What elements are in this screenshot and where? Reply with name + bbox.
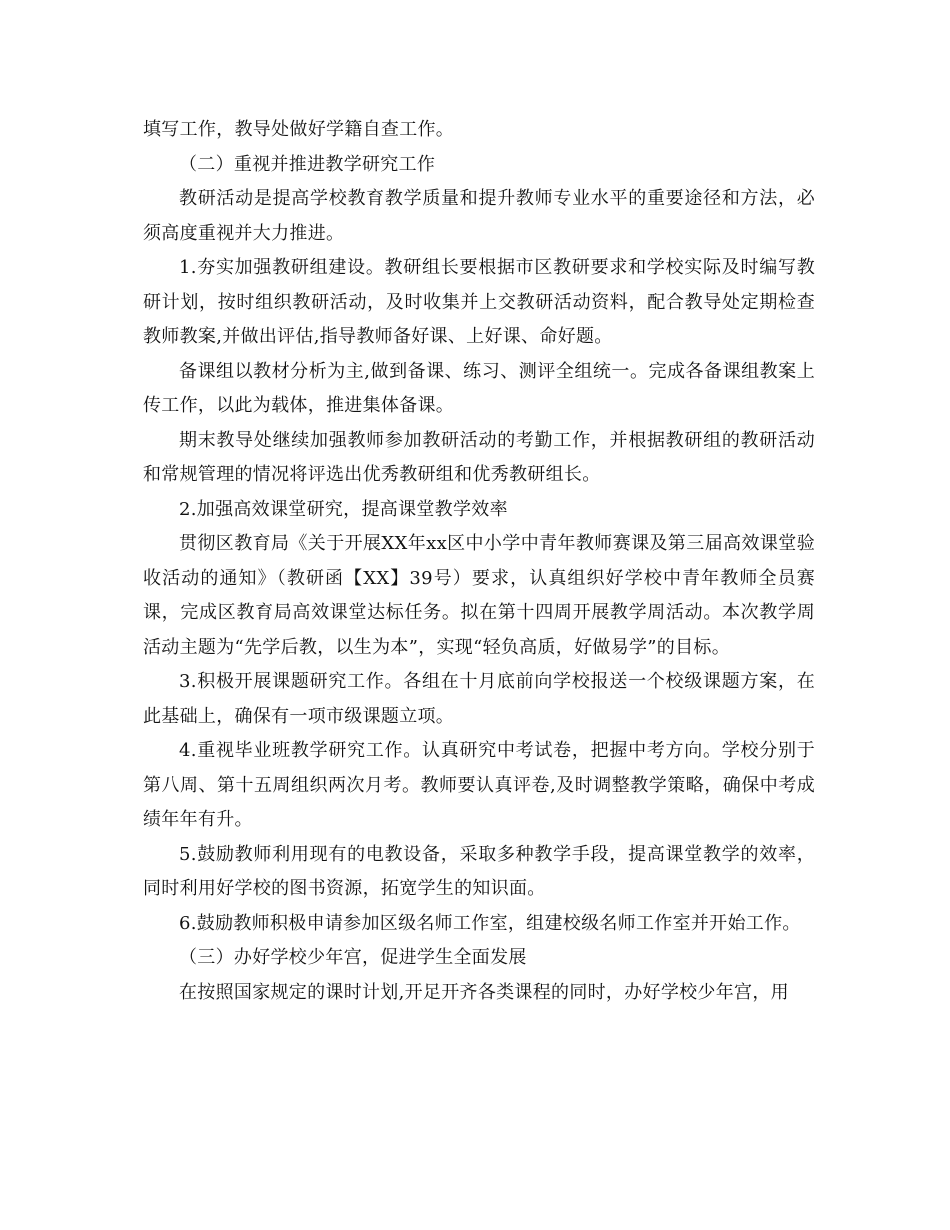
- paragraph: 在按照国家规定的课时计划,开足开齐各类课程的同时，办好学校少年宫，用: [179, 981, 789, 1003]
- paragraph: 期末教导处继续加强教师参加教研活动的考勤工作，并根据教研组的教研活动和常规管理的情况将评选出优秀教研组和优秀教研组长。: [143, 429, 815, 485]
- paragraph: 贯彻区教育局《关于开展XX年xx区中小学中青年教师赛课及第三届高效课堂验收活动的通知》（教研函【XX】39号）要求，认真组织好学校中青年教师全员赛课，完成区教育局高效课堂达标任务。拟在第十四周开展教学周活动。本次教学周活动主题为“先学后教，以生为本”，实现“轻负高质，好做易学”的目标。: [143, 533, 815, 658]
- list-item-6: 6.鼓励教师积极申请参加区级名师工作室，组建校级名师工作室并开始工作。: [179, 912, 801, 934]
- list-item-4: 4.重视毕业班教学研究工作。认真研究中考试卷，把握中考方向。学校分别于第八周、第十五周组织两次月考。教师要认真评卷,及时调整教学策略，确保中考成绩年年有升。: [143, 740, 815, 830]
- paragraph: 教研活动是提高学校教育教学质量和提升教师专业水平的重要途径和方法，必须高度重视并大力推进。: [143, 188, 815, 244]
- list-item-3: 3.积极开展课题研究工作。各组在十月底前向学校报送一个校级课题方案，在此基础上，确保有一项市级课题立项。: [143, 671, 815, 727]
- paragraph-continuation: 填写工作，教导处做好学籍自查工作。: [143, 119, 455, 140]
- list-item-2: 2.加强高效课堂研究，提高课堂教学效率: [179, 498, 508, 520]
- list-item-5: 5.鼓励教师利用现有的电教设备，采取多种教学手段，提高课堂教学的效率，同时利用好学校的图书资源，拓宽学生的知识面。: [143, 843, 815, 899]
- list-item-1: 1.夯实加强教研组建设。教研组长要根据市区教研要求和学校实际及时编写教研计划，按时组织教研活动，及时收集并上交教研活动资料，配合教导处定期检查教师教案,并做出评估,指导教师备好课、上好课、命好题。: [143, 257, 815, 347]
- paragraph: 备课组以教材分析为主,做到备课、练习、测评全组统一。完成各备课组教案上传工作，以此为载体，推进集体备课。: [143, 360, 815, 416]
- section-heading-2: （二）重视并推进教学研究工作: [179, 153, 436, 175]
- document-body: [143, 113, 815, 1010]
- section-heading-3: （三）办好学校少年宫，促进学生全面发展: [179, 947, 527, 968]
